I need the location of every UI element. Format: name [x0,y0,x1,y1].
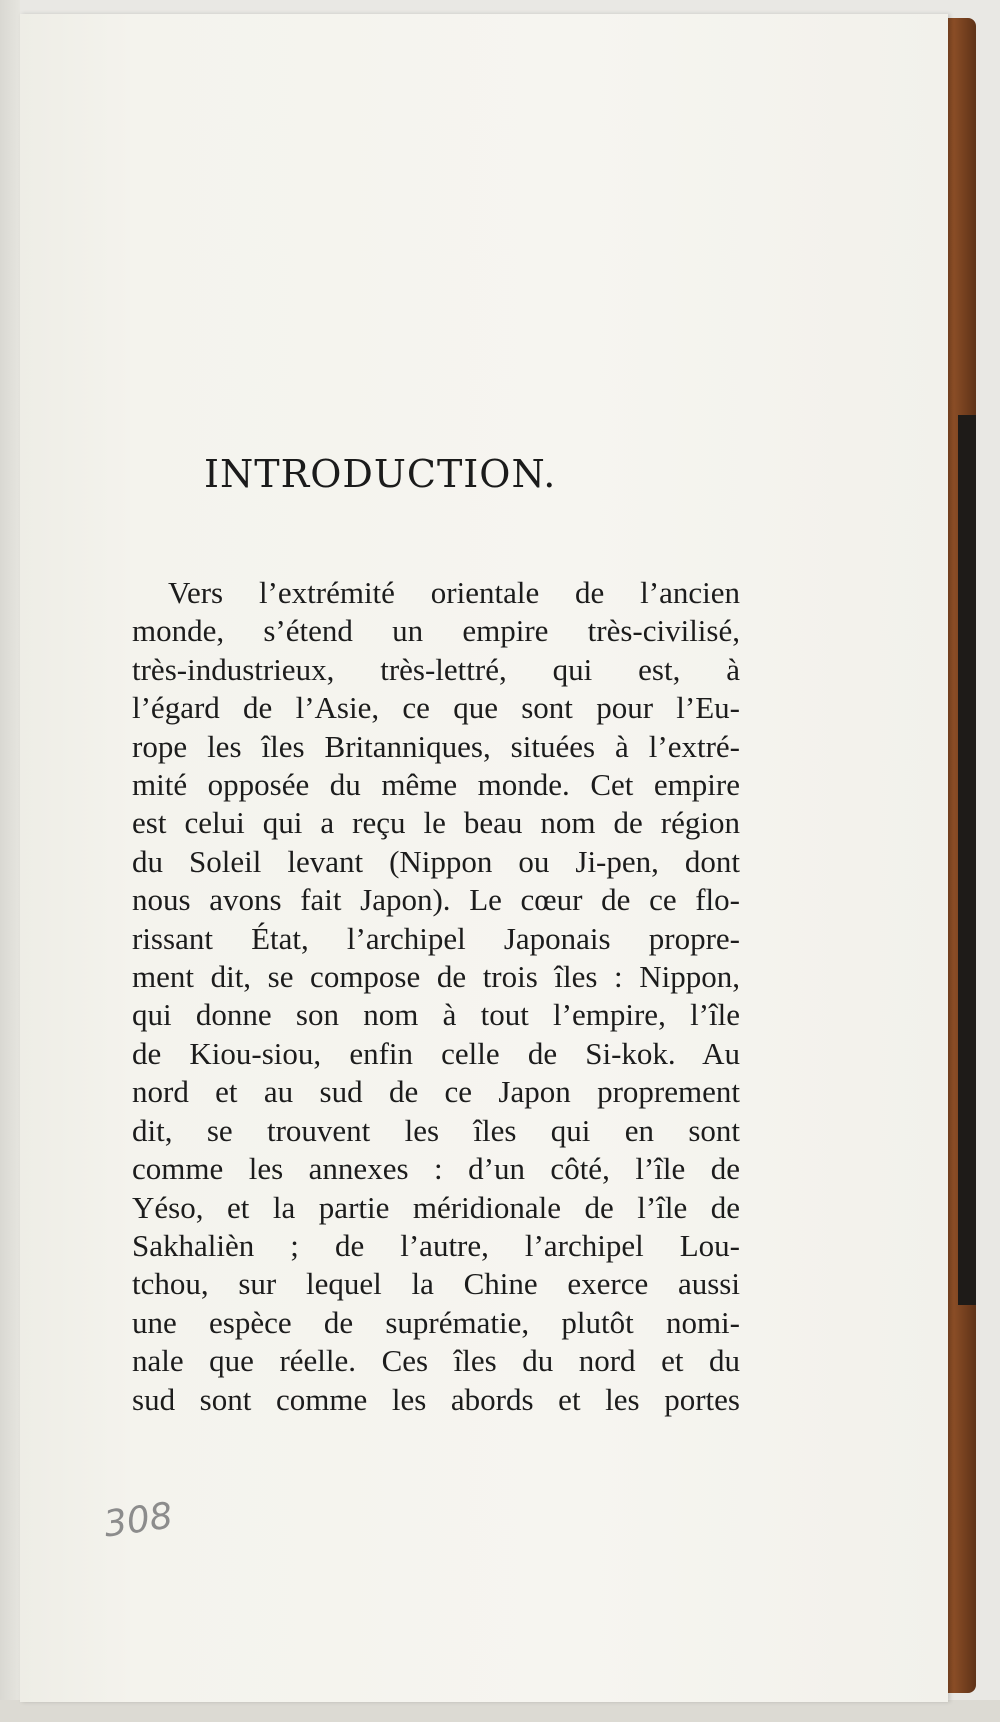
text-line: une espèce de suprématie, plutôt nomi- [132,1304,740,1340]
text-line: de Kiou-siou, enfin celle de Si-kok. Au [132,1035,740,1071]
text-line: monde, s’étend un empire très-civilisé, [132,613,740,649]
text-line: Yéso, et la partie méridionale de l’île de [132,1189,740,1225]
chapter-title: INTRODUCTION. [204,452,557,496]
text-line: nord et au sud de ce Japon proprement [132,1074,740,1110]
text-line: du Soleil levant (Nippon ou Ji-pen, dont [132,843,740,879]
body-paragraph [132,574,740,1419]
text-line: Vers l’extrémité orientale de l’ancien [168,575,740,610]
text-line: tchou, sur lequel la Chine exerce aussi [132,1266,740,1302]
handwritten-page-number: 308 [101,1495,176,1546]
book-page [20,14,948,1702]
text-line: rope les îles Britanniques, situées à l’extré- [132,728,740,764]
text-line: l’égard de l’Asie, ce que sont pour l’Eu- [132,690,740,726]
text-line: dit, se trouvent les îles qui en sont [132,1112,740,1148]
text-line: très-industrieux, très-lettré, qui est, à [132,651,740,687]
book-cover-dark-strip [958,415,976,1305]
page-bottom-edge [0,1700,1000,1722]
text-line: Sakhalièn ; de l’autre, l’archipel Lou- [132,1227,740,1263]
page-left-edge [0,0,20,1722]
text-line: rissant État, l’archipel Japonais propre- [132,920,740,956]
text-line: qui donne son nom à tout l’empire, l’île [132,997,740,1033]
text-line: nous avons fait Japon). Le cœur de ce flo- [132,882,740,918]
text-line: mité opposée du même monde. Cet empire [132,767,740,803]
text-line: sud sont comme les abords et les portes [132,1381,740,1417]
text-line: comme les annexes : d’un côté, l’île de [132,1151,740,1187]
text-line: nale que réelle. Ces îles du nord et du [132,1343,740,1379]
text-line: ment dit, se compose de trois îles : Nippon, [132,959,740,995]
text-line: est celui qui a reçu le beau nom de région [132,805,740,841]
